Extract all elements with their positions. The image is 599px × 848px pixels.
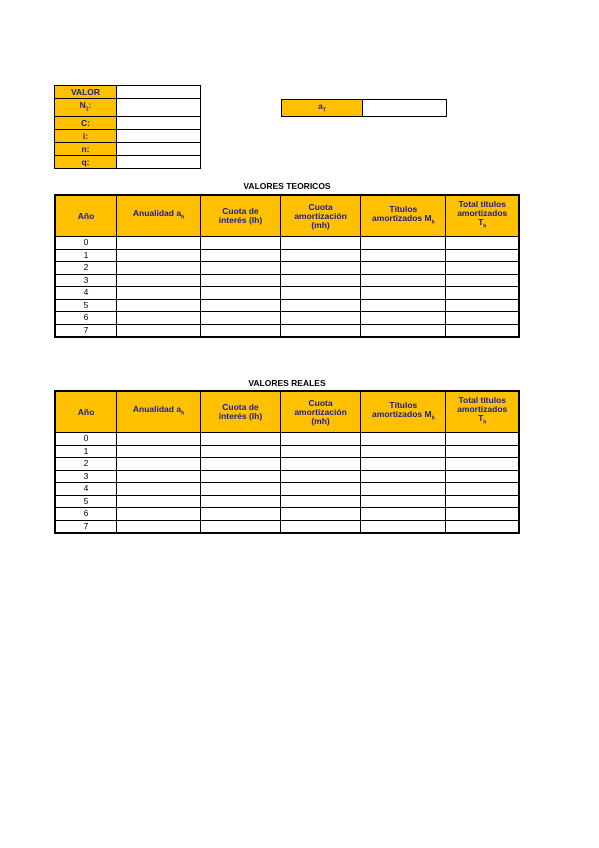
param-label-i: i: (55, 129, 117, 142)
total-titles-cell[interactable] (446, 520, 519, 533)
interest-cell[interactable] (201, 249, 281, 262)
total-titles-cell[interactable] (446, 508, 519, 521)
param-label-n1: $N_1$: (55, 99, 117, 117)
titles-cell[interactable] (361, 433, 446, 446)
total-titles-cell[interactable] (446, 470, 519, 483)
year-cell: 0 (55, 237, 117, 250)
annuity-cell[interactable] (117, 470, 201, 483)
annuity-cell[interactable] (117, 299, 201, 312)
annuity-cell[interactable] (117, 508, 201, 521)
amortization-cell[interactable] (280, 433, 360, 446)
table-row (55, 299, 519, 312)
col-titles: Títulos amortizados $M_h$ (361, 195, 446, 237)
titles-cell[interactable] (361, 495, 446, 508)
amortization-cell[interactable] (280, 470, 360, 483)
year-cell: 7 (55, 324, 117, 337)
titles-cell[interactable] (361, 508, 446, 521)
annuity-cell[interactable] (117, 237, 201, 250)
titles-cell[interactable] (361, 324, 446, 337)
interest-cell[interactable] (201, 312, 281, 325)
col-interest: Cuota de interés (Ih) (201, 391, 281, 433)
annuity-cell[interactable] (117, 495, 201, 508)
year-cell: 3 (55, 274, 117, 287)
titles-cell[interactable] (361, 445, 446, 458)
interest-cell[interactable] (201, 508, 281, 521)
real-table (54, 390, 520, 534)
total-titles-cell[interactable] (446, 324, 519, 337)
titles-cell[interactable] (361, 470, 446, 483)
titles-cell[interactable] (361, 287, 446, 300)
interest-cell[interactable] (201, 299, 281, 312)
annuity-cell[interactable] (117, 433, 201, 446)
amortization-cell[interactable] (280, 249, 360, 262)
param-value-q[interactable] (117, 155, 201, 168)
table-row (55, 445, 519, 458)
amortization-cell[interactable] (280, 287, 360, 300)
table-row (55, 262, 519, 275)
at-label: $a_T$ (282, 100, 363, 117)
interest-cell[interactable] (201, 262, 281, 275)
annuity-cell[interactable] (117, 483, 201, 496)
col-annuity: Anualidad $a_h$ (117, 195, 201, 237)
year-cell: 1 (55, 249, 117, 262)
col-year: Año (55, 391, 117, 433)
total-titles-cell[interactable] (446, 458, 519, 471)
annuity-cell[interactable] (117, 249, 201, 262)
table-row (55, 274, 519, 287)
amortization-cell[interactable] (280, 445, 360, 458)
valor-header-value[interactable] (117, 86, 201, 99)
param-label-n: n: (55, 142, 117, 155)
interest-cell[interactable] (201, 520, 281, 533)
year-cell: 3 (55, 470, 117, 483)
table-row (55, 483, 519, 496)
real-title: VALORES REALES (248, 378, 326, 388)
col-titles: Títulos amortizados $M_h$ (361, 391, 446, 433)
table-row (55, 287, 519, 300)
param-value-i[interactable] (117, 129, 201, 142)
at-value[interactable] (363, 100, 447, 117)
year-cell: 5 (55, 495, 117, 508)
annuity-cell[interactable] (117, 458, 201, 471)
annuity-cell[interactable] (117, 274, 201, 287)
annuity-cell[interactable] (117, 312, 201, 325)
annuity-cell[interactable] (117, 324, 201, 337)
amortization-cell[interactable] (280, 520, 360, 533)
total-titles-cell[interactable] (446, 445, 519, 458)
annuity-cell[interactable] (117, 287, 201, 300)
titles-cell[interactable] (361, 299, 446, 312)
year-cell: 2 (55, 262, 117, 275)
table-row (55, 433, 519, 446)
total-titles-cell[interactable] (446, 483, 519, 496)
interest-cell[interactable] (201, 237, 281, 250)
param-label-q: q: (55, 155, 117, 168)
theoretical-table (54, 194, 520, 338)
table-row (55, 324, 519, 337)
titles-cell[interactable] (361, 274, 446, 287)
table-row (55, 458, 519, 471)
titles-cell[interactable] (361, 312, 446, 325)
year-cell: 2 (55, 458, 117, 471)
year-cell: 7 (55, 520, 117, 533)
amortization-cell[interactable] (280, 237, 360, 250)
titles-cell[interactable] (361, 520, 446, 533)
amortization-cell[interactable] (280, 508, 360, 521)
theoretical-body (55, 237, 519, 338)
total-titles-cell[interactable] (446, 433, 519, 446)
col-total-titles: Total títulos amortizados $T_h$ (446, 195, 519, 237)
amortization-cell[interactable] (280, 483, 360, 496)
annuity-cell[interactable] (117, 520, 201, 533)
table-row (55, 237, 519, 250)
year-cell: 0 (55, 433, 117, 446)
table-row (55, 508, 519, 521)
total-titles-cell[interactable] (446, 287, 519, 300)
col-amortization: Cuota amortización (mh) (280, 195, 360, 237)
titles-cell[interactable] (361, 458, 446, 471)
table-row (55, 312, 519, 325)
titles-cell[interactable] (361, 249, 446, 262)
titles-cell[interactable] (361, 483, 446, 496)
year-cell: 1 (55, 445, 117, 458)
param-value-n1[interactable] (117, 99, 201, 117)
valor-header: VALOR (55, 86, 117, 99)
interest-cell[interactable] (201, 470, 281, 483)
table-row (55, 495, 519, 508)
total-titles-cell[interactable] (446, 237, 519, 250)
year-cell: 5 (55, 299, 117, 312)
param-value-c[interactable] (117, 116, 201, 129)
col-interest: Cuota de interés (Ih) (201, 195, 281, 237)
total-titles-cell[interactable] (446, 495, 519, 508)
interest-cell[interactable] (201, 483, 281, 496)
real-body (55, 433, 519, 534)
param-value-n[interactable] (117, 142, 201, 155)
total-titles-cell[interactable] (446, 299, 519, 312)
param-label-c: C: (55, 116, 117, 129)
col-annuity: Anualidad $a_h$ (117, 391, 201, 433)
table-row (55, 470, 519, 483)
parameters-table (54, 85, 201, 169)
theoretical-title: VALORES TEORICOS (243, 181, 331, 191)
interest-cell[interactable] (201, 445, 281, 458)
interest-cell[interactable] (201, 433, 281, 446)
interest-cell[interactable] (201, 274, 281, 287)
interest-cell[interactable] (201, 287, 281, 300)
col-amortization: Cuota amortización (mh) (280, 391, 360, 433)
interest-cell[interactable] (201, 458, 281, 471)
amortization-cell[interactable] (280, 458, 360, 471)
at-table (281, 99, 447, 117)
amortization-cell[interactable] (280, 274, 360, 287)
interest-cell[interactable] (201, 324, 281, 337)
year-cell: 6 (55, 312, 117, 325)
table-row (55, 249, 519, 262)
amortization-cell[interactable] (280, 299, 360, 312)
amortization-cell[interactable] (280, 262, 360, 275)
total-titles-cell[interactable] (446, 262, 519, 275)
amortization-cell[interactable] (280, 312, 360, 325)
amortization-cell[interactable] (280, 495, 360, 508)
col-total-titles: Total títulos amortizados $T_h$ (446, 391, 519, 433)
table-row (55, 520, 519, 533)
total-titles-cell[interactable] (446, 249, 519, 262)
col-year: Año (55, 195, 117, 237)
titles-cell[interactable] (361, 262, 446, 275)
year-cell: 6 (55, 508, 117, 521)
titles-cell[interactable] (361, 237, 446, 250)
annuity-cell[interactable] (117, 262, 201, 275)
year-cell: 4 (55, 483, 117, 496)
interest-cell[interactable] (201, 495, 281, 508)
total-titles-cell[interactable] (446, 274, 519, 287)
year-cell: 4 (55, 287, 117, 300)
total-titles-cell[interactable] (446, 312, 519, 325)
annuity-cell[interactable] (117, 445, 201, 458)
amortization-cell[interactable] (280, 324, 360, 337)
